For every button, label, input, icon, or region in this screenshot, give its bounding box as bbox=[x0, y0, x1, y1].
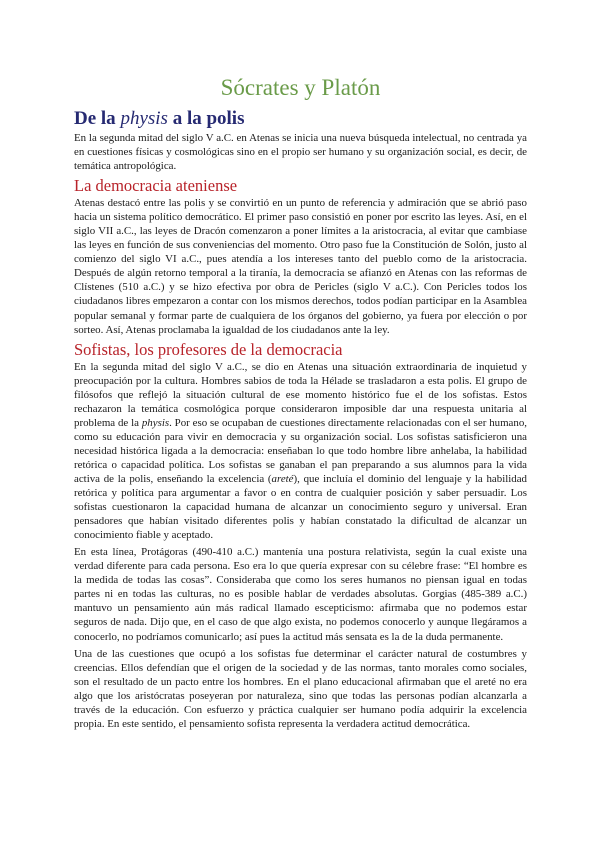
page-title: Sócrates y Platón bbox=[220, 75, 381, 100]
section-heading-physis-polis bbox=[74, 108, 527, 130]
paragraph-sofistas-3: Una de las cuestiones que ocupó a los sofistas fue determinar el carácter natural de costumbres y creencias. Ellos defendían que el origen de la sociedad y de las normas, tanto morales como sociales, son el resultado de un pacto entre los hombres. En el plano educacional afirmaban que el areté no era algo que los aristócratas poseyeran por naturaleza, sino que todas las personas podían alcanzarla a través de la educación. Con esfuerzo y práctica cualquier ser humano podía adquirir la excelencia propia. En este sentido, el pensamiento sofista representa la verdadera actitud democrática. bbox=[74, 647, 527, 730]
text-emphasis-physis: physis bbox=[141, 416, 170, 429]
paragraph-intro: En la segunda mitad del siglo V a.C. en Atenas se inicia una nueva búsqueda intelectual, no centrada ya en cuestiones físicas y cosmológicas sino en el propio ser humano y su organización social, es decir, de temática antropológica. bbox=[74, 132, 527, 173]
heading-text-post: a la polis bbox=[167, 108, 245, 129]
heading-text-pre: De la bbox=[74, 108, 121, 129]
text-emphasis-arete: areté bbox=[271, 472, 294, 485]
heading-text-physis: physis bbox=[120, 108, 168, 129]
text-run: En la segunda mitad del siglo V a.C., se dio en Atenas una situación extraordinaria de inquietud y preocupación por la cultura. Hombres sabios de toda la Hélade se trasladaron a esta polis. El grupo de filósofos que reflejó la situación cultural de ese momento histórico fue el de los sofistas. Estos rechazaron la temática cosmológica porque consideraron imposible dar una respuesta unitaria al problema de la bbox=[74, 360, 527, 429]
paragraph-sofistas-1 bbox=[74, 360, 527, 543]
section-heading-sofistas: Sofistas, los profesores de la democracia bbox=[74, 339, 343, 359]
paragraph-democracia: Atenas destacó entre las polis y se convirtió en un punto de referencia y admiración que se abrió paso hacia un sistema político democrático. El primer paso consistió en poner por escrito las leyes. Así, en el siglo VII a.C., las leyes de Dracón comenzaron a poner límites a la aristocracia, al evitar que cambiase las leyes en función de sus conveniencias del momento. Otro paso fue la Constitución de Solón, justo al comienzo del siglo VI a.C., pues atendía a los intereses tanto del pueblo como de la aristocracia. Después de algún retorno temporal a la tiranía, la democracia se afianzó en Atenas con las reformas de Clístenes (510 a.C.) y se hizo efectiva por obra de Pericles (siglo V a.C.). Con Pericles todos los ciudadanos libres empezaron a contar con los mismos derechos, todos podían participar en la Asamblea popular semanal y formar parte de cualquiera de los órganos del gobierno, ya fuera por elección o por sorteo. Así, Atenas proclamaba la igualdad de los ciudadanos ante la ley. bbox=[74, 197, 527, 336]
section-heading-democracia: La democracia ateniense bbox=[74, 176, 238, 196]
text-run: . Por eso se ocupaban de cuestiones directamente relacionadas con el ser humano, como su educación para vivir en democracia y su organización social. Los sofistas satisficieron una necesidad histórica ligada a la democracia: enseñaban lo que todo hombre libre anhelaba, la habilidad retórica o capacidad política. Los sofistas se ganaban el pan preparando a sus alumnos para la vida activa de la polis, enseñando la excelencia ( bbox=[74, 416, 528, 485]
paragraph-sofistas-2: En esta línea, Protágoras (490-410 a.C.) mantenía una postura relativista, según la cual existe una verdad diferente para cada persona. Eso era lo que quería expresar con su célebre frase: “El hombre es la medida de todas las cosas”. Consideraba que como los seres humanos no piensan igual en todas partes ni en todas las culturas, no es posible hablar de verdades absolutas. Gorgias (485-389 a.C.) mantuvo un pensamiento aún más radical llamado escepticismo: afirmaba que no podemos estar seguros de nada. Dijo que, en el caso de que algo exista, no podemos conocerlo y aunque llegáramos a conocerlo, no podríamos comunicarlo; así pues la actitud más sensata es la de la duda permanente. bbox=[74, 546, 527, 643]
text-run: ), que incluía el dominio del lenguaje y la habilidad retórica y política para argumentar a favor o en contra de cualquier posición y saber persuadir. Los sofistas cuestionaron la capacidad humana de alcanzar un conocimiento seguro y universal. Eran pensadores que habían visitado diferentes polis y habían constatado la dificultad de alcanzar un conocimiento fiable y aceptado. bbox=[74, 472, 527, 542]
